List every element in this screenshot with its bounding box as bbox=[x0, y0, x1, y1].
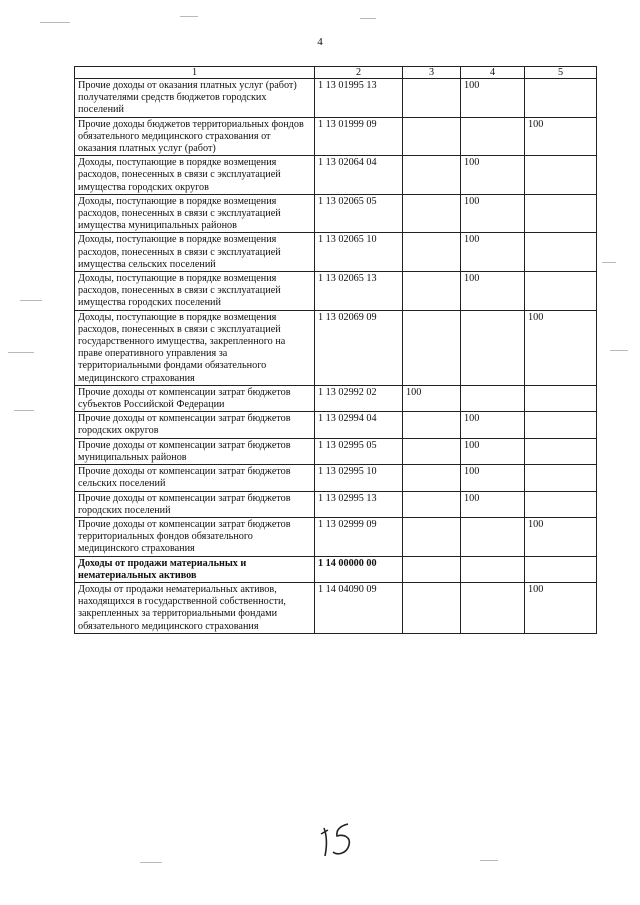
table-row bbox=[75, 517, 597, 556]
classification-code-cell: 1 13 02992 02 bbox=[315, 385, 403, 411]
page-number: 4 bbox=[317, 36, 323, 48]
table-row bbox=[75, 465, 597, 491]
revenue-name-cell: Доходы, поступающие в порядке возмещения расходов, понесенных в связи с эксплуатацией имущества городских округов bbox=[75, 156, 315, 195]
classification-code-cell: 1 13 01999 09 bbox=[315, 117, 403, 156]
column-4-value-cell: 100 bbox=[461, 465, 525, 491]
column-3-value-cell bbox=[403, 465, 461, 491]
classification-code-cell: 1 13 02065 13 bbox=[315, 272, 403, 311]
table-row bbox=[75, 272, 597, 311]
column-3-value-cell bbox=[403, 79, 461, 118]
table-row bbox=[75, 156, 597, 195]
classification-code-cell: 1 13 02995 10 bbox=[315, 465, 403, 491]
column-4-value-cell bbox=[461, 117, 525, 156]
classification-code-cell: 1 13 02065 10 bbox=[315, 233, 403, 272]
classification-code-cell: 1 13 02994 04 bbox=[315, 412, 403, 438]
classification-code-cell: 1 13 02065 05 bbox=[315, 194, 403, 233]
classification-code-cell: 1 14 04090 09 bbox=[315, 582, 403, 633]
table-row bbox=[75, 385, 597, 411]
column-4-value-cell: 100 bbox=[461, 412, 525, 438]
column-5-value-cell bbox=[525, 491, 597, 517]
column-4-value-cell bbox=[461, 385, 525, 411]
header-col-1: 1 bbox=[75, 67, 315, 79]
column-3-value-cell bbox=[403, 491, 461, 517]
column-5-value-cell bbox=[525, 272, 597, 311]
column-3-value-cell bbox=[403, 272, 461, 311]
column-4-value-cell bbox=[461, 582, 525, 633]
column-3-value-cell bbox=[403, 310, 461, 385]
revenue-name-cell: Доходы, поступающие в порядке возмещения расходов, понесенных в связи с эксплуатацией государственного имущества, закрепленного на праве оперативного управления за территориальными фондами обязательного медицинского страхования bbox=[75, 310, 315, 385]
column-5-value-cell bbox=[525, 556, 597, 582]
column-5-value-cell bbox=[525, 438, 597, 464]
revenue-name-cell: Прочие доходы бюджетов территориальных фондов обязательного медицинского страхования от оказания платных услуг (работ) bbox=[75, 117, 315, 156]
table-row bbox=[75, 556, 597, 582]
classification-code-cell: 1 13 02069 09 bbox=[315, 310, 403, 385]
classification-code-cell: 1 13 02995 05 bbox=[315, 438, 403, 464]
column-4-value-cell: 100 bbox=[461, 79, 525, 118]
table-row bbox=[75, 412, 597, 438]
column-3-value-cell bbox=[403, 582, 461, 633]
column-4-value-cell: 100 bbox=[461, 491, 525, 517]
revenue-name-cell: Прочие доходы от оказания платных услуг (работ) получателями средств бюджетов городских поселений bbox=[75, 79, 315, 118]
column-4-value-cell bbox=[461, 310, 525, 385]
header-col-2: 2 bbox=[315, 67, 403, 79]
column-4-value-cell bbox=[461, 517, 525, 556]
column-3-value-cell bbox=[403, 233, 461, 272]
handwritten-page-mark bbox=[318, 820, 364, 862]
column-3-value-cell bbox=[403, 412, 461, 438]
column-5-value-cell bbox=[525, 385, 597, 411]
table-row bbox=[75, 79, 597, 118]
revenue-name-cell: Доходы, поступающие в порядке возмещения расходов, понесенных в связи с эксплуатацией имущества городских поселений bbox=[75, 272, 315, 311]
column-4-value-cell: 100 bbox=[461, 438, 525, 464]
column-5-value-cell bbox=[525, 194, 597, 233]
column-5-value-cell: 100 bbox=[525, 582, 597, 633]
column-3-value-cell bbox=[403, 194, 461, 233]
revenue-name-cell: Прочие доходы от компенсации затрат бюджетов субъектов Российской Федерации bbox=[75, 385, 315, 411]
revenue-name-cell: Прочие доходы от компенсации затрат бюджетов сельских поселений bbox=[75, 465, 315, 491]
revenue-name-cell: Прочие доходы от компенсации затрат бюджетов городских округов bbox=[75, 412, 315, 438]
column-3-value-cell bbox=[403, 117, 461, 156]
column-5-value-cell bbox=[525, 79, 597, 118]
column-5-value-cell bbox=[525, 156, 597, 195]
table-row bbox=[75, 310, 597, 385]
column-4-value-cell bbox=[461, 556, 525, 582]
column-4-value-cell: 100 bbox=[461, 233, 525, 272]
column-3-value-cell bbox=[403, 156, 461, 195]
revenue-name-cell: Прочие доходы от компенсации затрат бюджетов территориальных фондов обязательного медицинского страхования bbox=[75, 517, 315, 556]
revenue-name-cell: Доходы, поступающие в порядке возмещения расходов, понесенных в связи с эксплуатацией имущества муниципальных районов bbox=[75, 194, 315, 233]
revenue-name-cell: Доходы от продажи материальных и нематериальных активов bbox=[75, 556, 315, 582]
column-3-value-cell bbox=[403, 556, 461, 582]
column-4-value-cell: 100 bbox=[461, 156, 525, 195]
header-col-5: 5 bbox=[525, 67, 597, 79]
column-5-value-cell bbox=[525, 412, 597, 438]
column-4-value-cell: 100 bbox=[461, 272, 525, 311]
revenue-name-cell: Доходы, поступающие в порядке возмещения расходов, понесенных в связи с эксплуатацией имущества сельских поселений bbox=[75, 233, 315, 272]
column-5-value-cell bbox=[525, 233, 597, 272]
column-3-value-cell: 100 bbox=[403, 385, 461, 411]
revenue-classification-table bbox=[74, 66, 597, 634]
table-row bbox=[75, 194, 597, 233]
column-4-value-cell: 100 bbox=[461, 194, 525, 233]
table-row bbox=[75, 233, 597, 272]
column-5-value-cell bbox=[525, 465, 597, 491]
table-row bbox=[75, 491, 597, 517]
revenue-name-cell: Доходы от продажи нематериальных активов, находящихся в государственной собственности, закрепленных за территориальными фондами обязательного медицинского страхования bbox=[75, 582, 315, 633]
classification-code-cell: 1 13 02995 13 bbox=[315, 491, 403, 517]
table-row bbox=[75, 438, 597, 464]
revenue-name-cell: Прочие доходы от компенсации затрат бюджетов городских поселений bbox=[75, 491, 315, 517]
header-col-3: 3 bbox=[403, 67, 461, 79]
classification-code-cell: 1 13 01995 13 bbox=[315, 79, 403, 118]
column-5-value-cell: 100 bbox=[525, 117, 597, 156]
table-header-row bbox=[75, 67, 597, 79]
revenue-name-cell: Прочие доходы от компенсации затрат бюджетов муниципальных районов bbox=[75, 438, 315, 464]
table-row bbox=[75, 117, 597, 156]
column-3-value-cell bbox=[403, 517, 461, 556]
classification-code-cell: 1 13 02999 09 bbox=[315, 517, 403, 556]
column-3-value-cell bbox=[403, 438, 461, 464]
table-row bbox=[75, 582, 597, 633]
column-5-value-cell: 100 bbox=[525, 310, 597, 385]
column-5-value-cell: 100 bbox=[525, 517, 597, 556]
classification-code-cell: 1 14 00000 00 bbox=[315, 556, 403, 582]
header-col-4: 4 bbox=[461, 67, 525, 79]
classification-code-cell: 1 13 02064 04 bbox=[315, 156, 403, 195]
